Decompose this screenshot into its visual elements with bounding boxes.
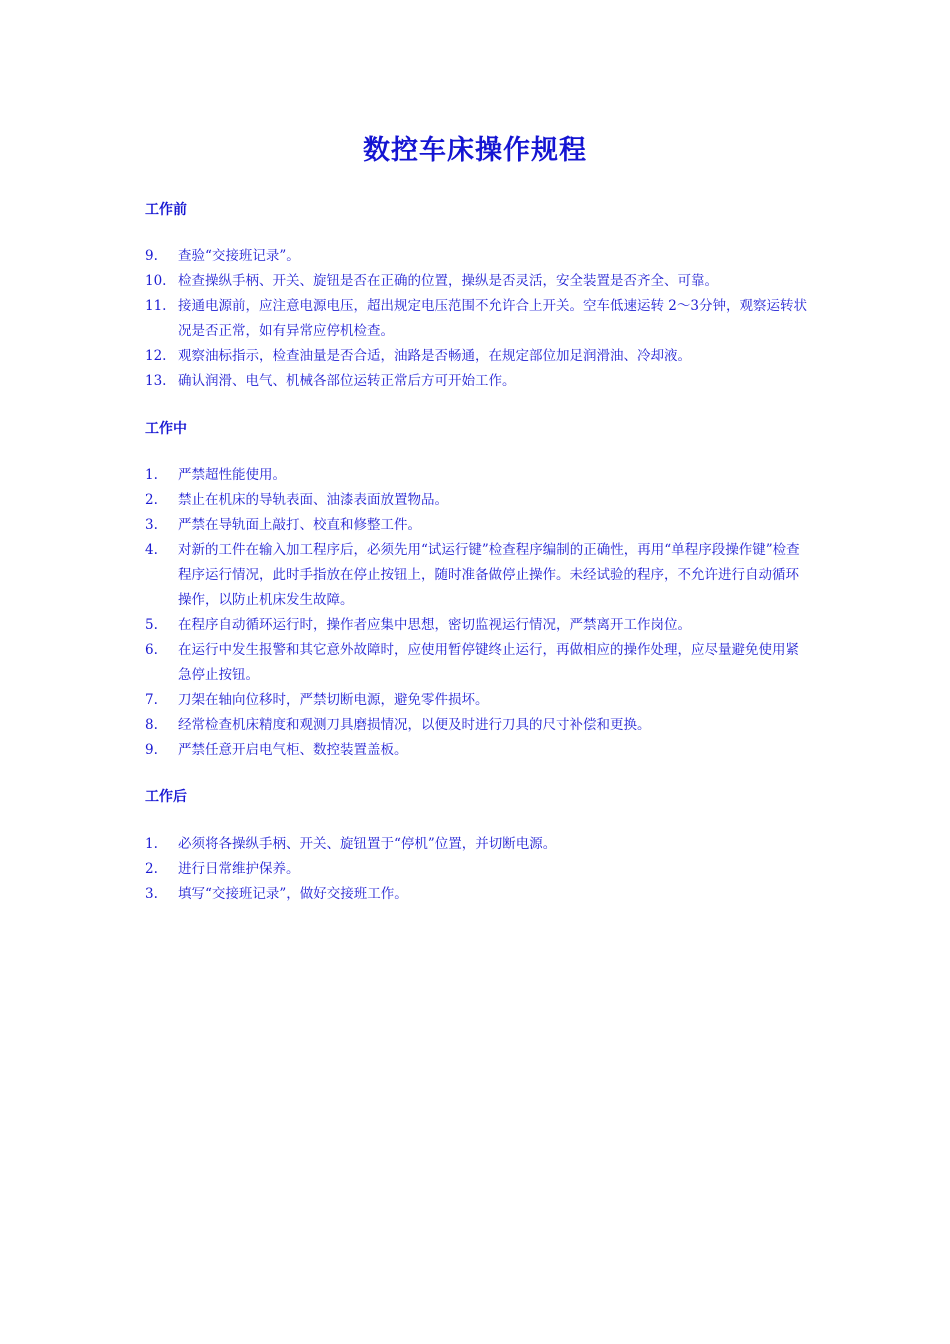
list-item-text: 接通电源前，应注意电源电压，超出规定电压范围不允许合上开关。空车低速运转 2～3分钟，观察运转状况是否正常，如有异常应停机检查。 (178, 298, 807, 339)
list-item-text: 进行日常维护保养。 (178, 861, 300, 877)
list-item-text: 经常检查机床精度和观测刀具磨损情况，以便及时进行刀具的尺寸补偿和更换。 (178, 717, 651, 733)
list-item-text: 必须将各操纵手柄、开关、旋钮置于“停机”位置，并切断电源。 (178, 836, 557, 852)
list-item-text: 严禁在导轨面上敲打、校直和修整工件。 (178, 517, 421, 533)
list-item-number: 1. (145, 467, 158, 483)
section-heading-after-work: 工作后 (145, 789, 187, 805)
list-item-number: 2. (145, 492, 158, 508)
list-item (145, 344, 810, 369)
list-item-number: 8. (145, 717, 158, 733)
list-item (145, 463, 810, 488)
list-item-number: 12. (145, 348, 167, 364)
list-item-text: 刀架在轴向位移时，严禁切断电源，避免零件损坏。 (178, 692, 489, 708)
list-item (145, 244, 810, 269)
list-item-text: 查验“交接班记录”。 (178, 248, 300, 264)
list-item (145, 538, 810, 613)
list-item-text: 在程序自动循环运行时，操作者应集中思想，密切监视运行情况，严禁离开工作岗位。 (178, 617, 691, 633)
list-item (145, 369, 810, 394)
list-item-number: 5. (145, 617, 158, 633)
list-item (145, 713, 810, 738)
list-item-number: 13. (145, 373, 167, 389)
list-item-text: 严禁任意开启电气柜、数控装置盖板。 (178, 742, 408, 758)
list-item-number: 4. (145, 542, 158, 558)
list-item-number: 1. (145, 836, 158, 852)
list-after-work (145, 832, 810, 907)
list-item (145, 882, 810, 907)
list-item-text: 在运行中发生报警和其它意外故障时，应使用暂停键终止运行，再做相应的操作处理，应尽量避免使用紧急停止按钮。 (178, 642, 799, 683)
list-item-number: 9. (145, 248, 158, 264)
list-item-text: 确认润滑、电气、机械各部位运转正常后方可开始工作。 (178, 373, 516, 389)
list-item-number: 3. (145, 517, 158, 533)
list-item-number: 11. (145, 298, 167, 314)
list-item-number: 2. (145, 861, 158, 877)
list-item-text: 对新的工件在输入加工程序后，必须先用“试运行键”检查程序编制的正确性，再用“单程序段操作键”检查程序运行情况，此时手指放在停止按钮上，随时准备做停止操作。未经试验的程序，不允许进行自动循环操作，以防止机床发生故障。 (178, 542, 800, 608)
list-item (145, 294, 810, 344)
list-item (145, 857, 810, 882)
list-item-text: 检查操纵手柄、开关、旋钮是否在正确的位置，操纵是否灵活，安全装置是否齐全、可靠。 (178, 273, 718, 289)
list-item-text: 严禁超性能使用。 (178, 467, 286, 483)
list-item (145, 832, 810, 857)
list-item (145, 613, 810, 638)
list-item (145, 738, 810, 763)
list-item-number: 6. (145, 642, 158, 658)
list-item (145, 488, 810, 513)
list-item (145, 638, 810, 688)
list-item-text: 填写“交接班记录”，做好交接班工作。 (178, 886, 408, 902)
list-item (145, 269, 810, 294)
document-title: 数控车床操作规程 (363, 135, 587, 166)
section-heading-during-work: 工作中 (145, 421, 187, 437)
list-item-text: 观察油标指示，检查油量是否合适，油路是否畅通，在规定部位加足润滑油、冷却液。 (178, 348, 691, 364)
list-item-text: 禁止在机床的导轨表面、油漆表面放置物品。 (178, 492, 448, 508)
list-item-number: 10. (145, 273, 167, 289)
list-during-work (145, 463, 810, 763)
list-before-work (145, 244, 810, 394)
list-item-number: 7. (145, 692, 158, 708)
list-item (145, 513, 810, 538)
list-item (145, 688, 810, 713)
list-item-number: 3. (145, 886, 158, 902)
section-heading-before-work: 工作前 (145, 202, 187, 218)
list-item-number: 9. (145, 742, 158, 758)
